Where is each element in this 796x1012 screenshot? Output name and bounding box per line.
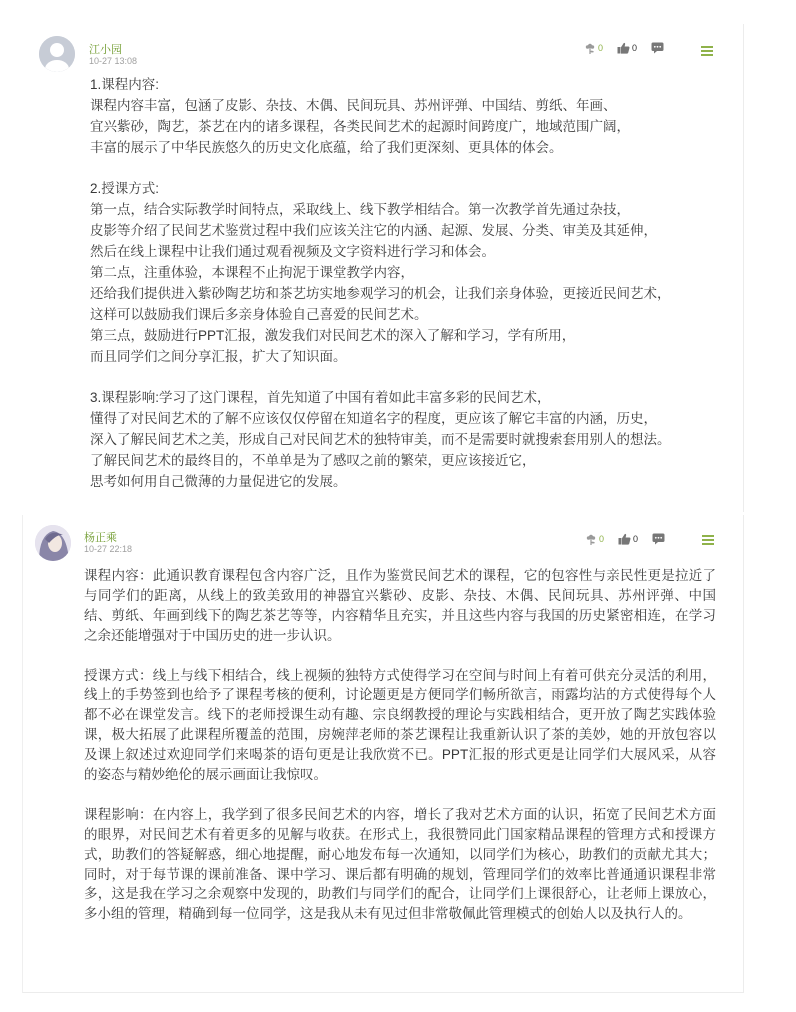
author-name[interactable]: 江小园 bbox=[89, 44, 122, 56]
comment-icon bbox=[651, 42, 664, 54]
avatar[interactable] bbox=[35, 525, 71, 561]
text-line: 深入了解民间艺术之美，形成自己对民间艺术的独特审美，而不是需要时就搜索套用别人的想法。 bbox=[90, 432, 671, 448]
blank-line bbox=[90, 159, 740, 180]
post-time: 10-27 22:18 bbox=[84, 544, 133, 554]
flower-count: 0 bbox=[599, 534, 605, 544]
thumbs-up-icon bbox=[617, 42, 630, 54]
comment-button[interactable] bbox=[652, 533, 665, 545]
text-line: 课程内容丰富，包涵了皮影、杂技、木偶、民间玩具、苏州评弹、中国结、剪纸、年画、 bbox=[90, 97, 617, 113]
menu-icon[interactable] bbox=[702, 535, 714, 545]
flower-icon bbox=[585, 533, 597, 546]
comment-icon bbox=[652, 533, 665, 545]
menu-icon[interactable] bbox=[701, 46, 713, 56]
like-count: 0 bbox=[633, 534, 639, 544]
text-line: 这样可以鼓励我们课后多亲身体验自己喜爱的民间艺术。 bbox=[90, 306, 428, 322]
like-button[interactable] bbox=[618, 533, 638, 545]
text-line: 丰富的展示了中华民族悠久的历史文化底蕴，给了我们更深刻、更具体的体会。 bbox=[90, 139, 563, 155]
author-name[interactable]: 杨正乘 bbox=[84, 532, 117, 544]
text-line: 第三点，鼓励进行PPT汇报，激发我们对民间艺术的深入了解和学习，学有所用， bbox=[90, 327, 576, 343]
comment-button[interactable] bbox=[651, 42, 664, 54]
text-line: 皮影等介绍了民间艺术鉴赏过程中我们应该关注它的内涵、起源、发展、分类、审美及其延伸， bbox=[90, 223, 657, 239]
text-line: 然后在线上课程中让我们通过观看视频及文字资料进行学习和体会。 bbox=[90, 244, 495, 260]
post-actions bbox=[585, 531, 679, 547]
paragraph: 课程影响：在内容上，我学到了很多民间艺术的内容，增长了我对艺术方面的认识，拓宽了民间艺术方面的眼界，对民间艺术有着更多的见解与收获。在形式上，我很赞同此门国家精品课程的管理方式和授课方式，助教们的答疑解惑，细心地提醒，耐心地发布每一次通知，以同学们为核心，助教们的贡献尤其大；同时，对于每节课的课前准备、课中学习、课后都有明确的规划，管理同学们的效率比普通通识课程非常多，这是我在学习之余观察中发现的，助教们与同学们的配合，让同学们上课很舒心，让老师上课放心，多小组的管理，精确到每一位同学，这是我从未有见过但非常敬佩此管理模式的创始人以及执行人的。 bbox=[84, 806, 716, 922]
text-line: 第一点，结合实际教学时间特点，采取线上、线下教学相结合。第一次教学首先通过杂技， bbox=[90, 202, 630, 218]
text-line: 思考如何用自己微薄的力量促进它的发展。 bbox=[90, 473, 347, 489]
blank-line bbox=[90, 367, 740, 388]
post-body bbox=[90, 75, 740, 493]
avatar[interactable] bbox=[39, 36, 75, 72]
text-line: 还给我们提供进入紫砂陶艺坊和茶艺坊实地参观学习的机会，让我们亲身体验，更接近民间艺术， bbox=[90, 285, 671, 301]
flower-button[interactable] bbox=[584, 42, 603, 55]
paragraph: 授课方式：线上与线下相结合，线上视频的独特方式使得学习在空间与时间上有着可供充分灵活的利用，线上的手势签到也给予了课程考核的便利，讨论题更是方便同学们畅所欲言，雨露均沾的方式使得每个人都不必在课堂发言。线下的老师授课生动有趣、宗良纲教授的理论与实践相结合，更开放了陶艺实践体验课，极大拓展了此课程所覆盖的范围，房婉萍老师的茶艺课程让我重新认识了茶的美妙，她的开放包容以及课上叙述过欢迎同学们来喝茶的语句更是让我欣赏不已。PPT汇报的形式更是让同学们大展风采，从容的姿态与精妙绝伦的展示画面让我惊叹。 bbox=[84, 667, 716, 783]
flower-icon bbox=[584, 42, 596, 55]
text-line: 懂得了对民间艺术的了解不应该仅仅停留在知道名字的程度，更应该了解它丰富的内涵，历史， bbox=[90, 411, 657, 427]
comment-post bbox=[22, 515, 744, 993]
paragraph: 课程内容：此通识教育课程包含内容广泛，且作为鉴赏民间艺术的课程，它的包容性与亲民性更是拉近了与同学们的距离，从线上的致美致用的神器宜兴紫砂、皮影、杂技、木偶、民间玩具、苏州评弹、中国结、剪纸、年画到线下的陶艺茶艺等等，内容精华且充实，并且这些内容与我国的历史紧密相连，在学习之余还能增强对于中国历史的进一步认识。 bbox=[84, 568, 716, 643]
like-count: 0 bbox=[632, 43, 638, 53]
text-line: 第二点，注重体验，本课程不止拘泥于课堂教学内容， bbox=[90, 265, 414, 281]
text-line: 3.课程影响:学习了这门课程，首先知道了中国有着如此丰富多彩的民间艺术， bbox=[90, 390, 551, 406]
comment-post bbox=[22, 24, 744, 512]
text-line: 了解民间艺术的最终目的，不单单是为了感叹之前的繁荣，更应该接近它， bbox=[90, 453, 536, 469]
post-actions bbox=[584, 40, 678, 56]
text-line: 1.课程内容: bbox=[90, 77, 160, 92]
text-line: 2.授课方式: bbox=[90, 181, 160, 197]
post-time: 10-27 13:08 bbox=[89, 56, 138, 66]
text-line: 而且同学们之间分享汇报，扩大了知识面。 bbox=[90, 348, 347, 364]
flower-button[interactable] bbox=[585, 533, 604, 546]
flower-count: 0 bbox=[598, 43, 604, 53]
like-button[interactable] bbox=[617, 42, 637, 54]
post-body bbox=[84, 566, 716, 944]
thumbs-up-icon bbox=[618, 533, 631, 545]
text-line: 宜兴紫砂，陶艺，茶艺在内的诸多课程，各类民间艺术的起源时间跨度广，地域范围广阔， bbox=[90, 118, 630, 134]
